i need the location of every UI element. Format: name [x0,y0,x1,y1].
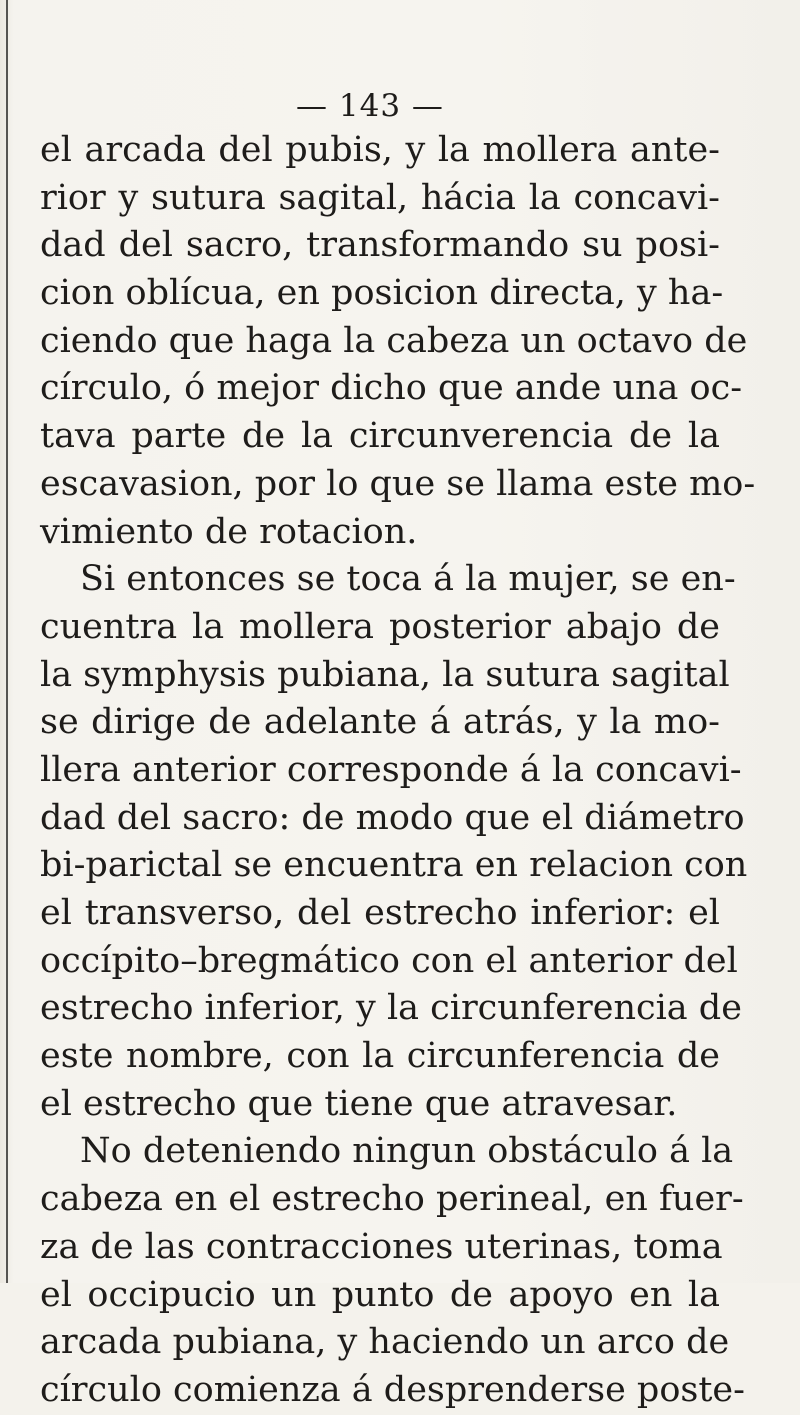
text-line: círculo comienza á desprenderse poste- [40,1369,745,1410]
body-text [40,127,756,1415]
text-line: occípito–bregmático con el anterior del [40,940,738,981]
text-line: círculo, ó mejor dicho que ande una oc- [40,368,743,409]
page-spine-edge [6,0,8,1283]
text-line: dad del sacro: de modo que el diámetro [40,797,745,838]
text-line: el arcada del pubis, y la mollera ante- [40,130,720,170]
page-number: — 143 — [296,88,444,124]
text-line: tava parte de la circunverencia de la [40,416,720,457]
text-line: ciendo que haga la cabeza un octavo de [40,320,748,361]
text-line: llera anterior corresponde á la concavi- [40,749,742,790]
text-line: za de las contracciones uterinas, toma [40,1226,723,1267]
text-line: estrecho inferior, y la circunferencia de [40,988,742,1029]
text-line: el estrecho que tiene que atravesar. [40,1083,678,1124]
text-line: bi-parictal se encuentra en relacion con [40,845,748,886]
text-line: este nombre, con la circunferencia de [40,1036,720,1077]
text-line: No deteniendo ningun obstáculo á la [80,1131,734,1172]
text-line: rior y sutura sagital, hácia la concavi- [40,177,720,218]
text-line: cuentra la mollera posterior abajo de [40,606,720,647]
text-line: el occipucio un punto de apoyo en la [40,1274,720,1315]
text-line: dad del sacro, transformando su posi- [40,225,720,266]
text-line: arcada pubiana, y haciendo un arco de [40,1322,730,1363]
text-line: cion oblícua, en posicion directa, y ha- [40,273,724,314]
text-line: vimiento de rotacion. [40,511,418,552]
text-line: escavasion, por lo que se llama este mo- [40,463,756,504]
text-line: el transverso, del estrecho inferior: el [40,893,720,933]
text-line: la symphysis pubiana, la sutura sagital [40,654,730,695]
text-line: Si entonces se toca á la mujer, se en- [80,559,736,600]
text-line: cabeza en el estrecho perineal, en fuer- [40,1179,744,1220]
text-line: se dirige de adelante á atrás, y la mo- [40,702,720,743]
